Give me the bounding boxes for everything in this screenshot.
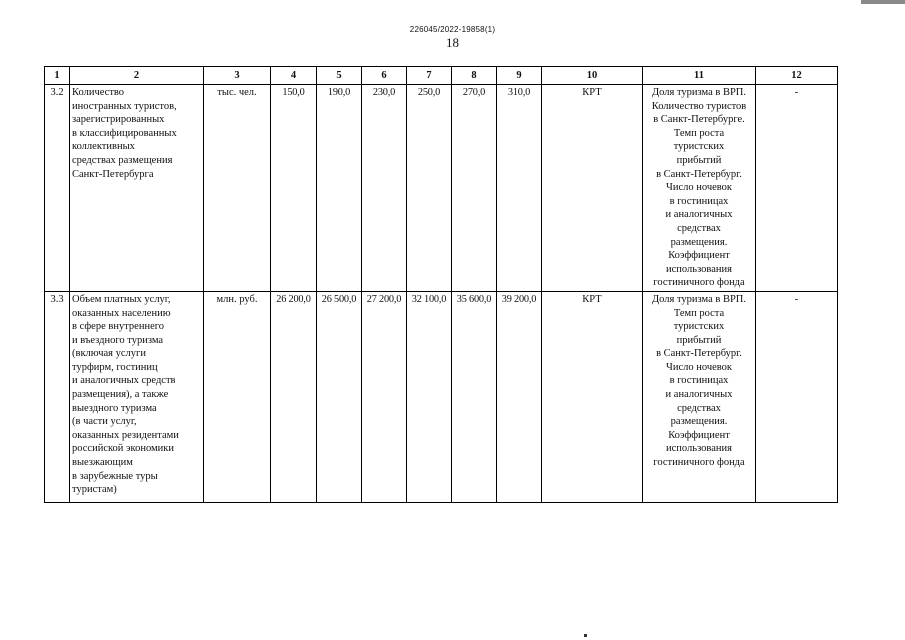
- linked-indicators: Доля туризма в ВРП. Темп роста туристских прибытий в Санкт-Петербург. Число ночевок в гостиницах и аналогичных средствах размещения. Коэффициент использования гостиничного фонда: [643, 291, 756, 502]
- column-header: 9: [497, 67, 542, 85]
- document-code: 226045/2022-19858(1): [409, 25, 496, 34]
- column-header: 11: [643, 67, 756, 85]
- value-cell: 310,0: [497, 85, 542, 292]
- linked-indicators: Доля туризма в ВРП. Количество туристов в Санкт-Петербурге. Темп роста туристских прибытий в Санкт-Петербург. Число ночевок в гостиницах и аналогичных средствах размещения. Коэффициент использования гостиничного фонда: [643, 85, 756, 292]
- unit: тыс. чел.: [204, 85, 271, 292]
- unit: млн. руб.: [204, 291, 271, 502]
- indicator-name: Объем платных услуг, оказанных населению в сфере внутреннего и въездного туризма (включая услуги турфирм, гостиниц и аналогичных средств размещения), а также выездного туризма (в части услуг, оказанных резидентами российской экономики выезжающим в зарубежные туры туристам): [70, 291, 204, 502]
- scan-edge-mark: [861, 0, 905, 4]
- note: -: [756, 291, 838, 502]
- value-cell: 39 200,0: [497, 291, 542, 502]
- value-cell: 26 200,0: [271, 291, 317, 502]
- value-cell: 230,0: [362, 85, 407, 292]
- table-row: [45, 291, 838, 502]
- column-header: 8: [452, 67, 497, 85]
- column-header: 1: [45, 67, 70, 85]
- value-cell: 35 600,0: [452, 291, 497, 502]
- value-cell: 190,0: [317, 85, 362, 292]
- table-row: [45, 85, 838, 292]
- page-number: 18: [446, 35, 459, 50]
- value-cell: 32 100,0: [407, 291, 452, 502]
- value-cell: 250,0: [407, 85, 452, 292]
- column-header: 3: [204, 67, 271, 85]
- column-header: 7: [407, 67, 452, 85]
- indicator-name: Количество иностранных туристов, зарегистрированных в классифицированных коллективных средствах размещения Санкт-Петербурга: [70, 85, 204, 292]
- header-row: [45, 67, 838, 85]
- value-cell: 270,0: [452, 85, 497, 292]
- column-header: 10: [542, 67, 643, 85]
- note: -: [756, 85, 838, 292]
- column-header: 4: [271, 67, 317, 85]
- value-cell: 27 200,0: [362, 291, 407, 502]
- executor: КРТ: [542, 291, 643, 502]
- column-header: 6: [362, 67, 407, 85]
- row-number: 3.2: [45, 85, 70, 292]
- column-header: 2: [70, 67, 204, 85]
- value-cell: 26 500,0: [317, 291, 362, 502]
- scan-dot: [584, 634, 587, 637]
- value-cell: 150,0: [271, 85, 317, 292]
- column-header: 5: [317, 67, 362, 85]
- indicators-table: [44, 66, 838, 503]
- executor: КРТ: [542, 85, 643, 292]
- row-number: 3.3: [45, 291, 70, 502]
- column-header: 12: [756, 67, 838, 85]
